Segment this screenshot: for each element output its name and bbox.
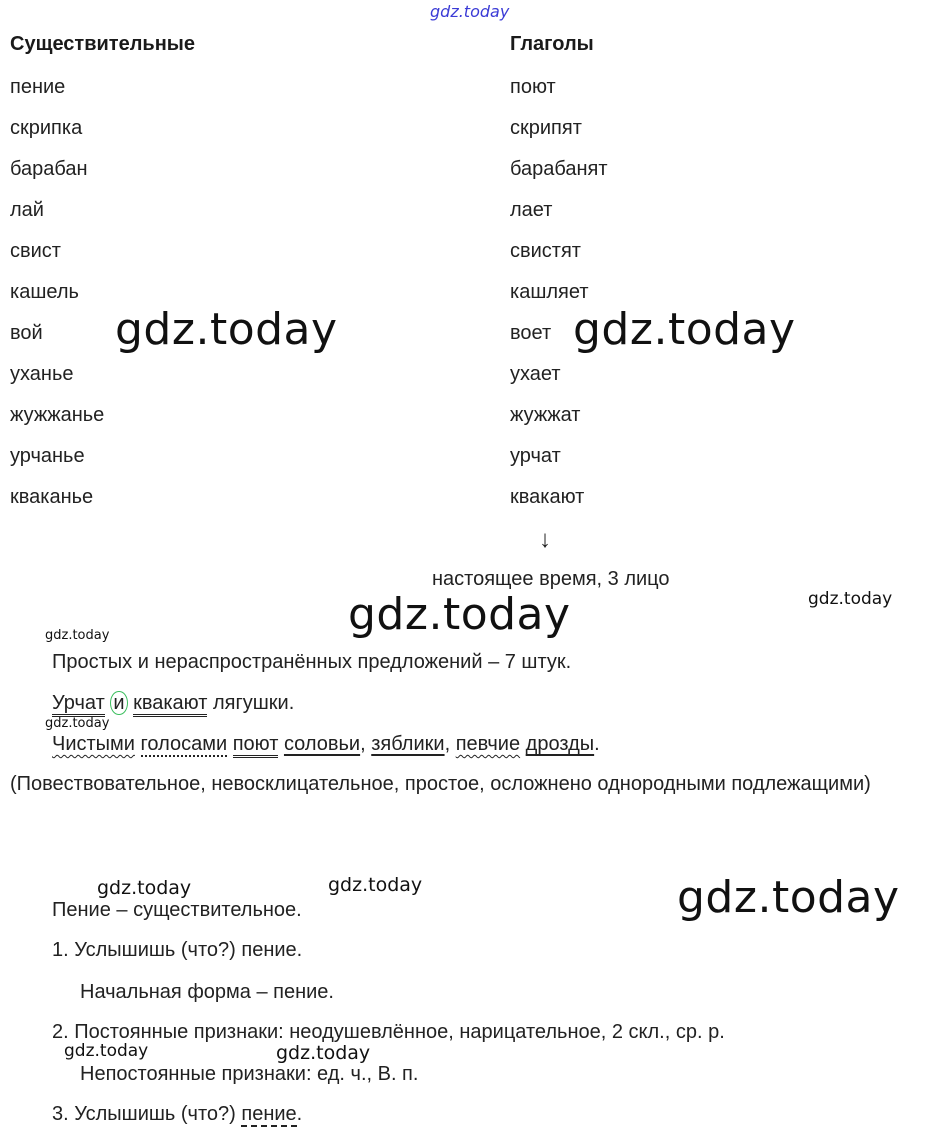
watermark-medium: gdz.today [328, 874, 423, 896]
object-word: голосами [140, 733, 228, 755]
watermark-small: gdz.today [45, 716, 110, 731]
watermark-top: gdz.today [430, 2, 510, 21]
watermark-large: gdz.today [115, 304, 338, 355]
watermark-medium: gdz.today [276, 1042, 371, 1064]
watermark-large: gdz.today [348, 589, 571, 640]
modifier-word: Чистыми [52, 733, 135, 755]
verb-item: урчат [510, 445, 561, 467]
verb-item: лает [510, 199, 553, 221]
verb-item: скрипят [510, 117, 582, 139]
morph-point-3 [52, 1102, 302, 1126]
sentence-analysis: (Повествовательное, невосклицательное, простое, осложнено однородными подлежащими) [10, 773, 871, 795]
noun-item: вой [10, 322, 43, 344]
sentence-1 [52, 691, 294, 715]
verb-item: свистят [510, 240, 581, 262]
punctuation: . [594, 733, 600, 755]
noun-item: кваканье [10, 486, 94, 508]
verb-item: барабанят [510, 158, 608, 180]
morph-point-1: 1. Услышишь (что?) пение. [52, 939, 303, 961]
watermark-medium: gdz.today [97, 877, 192, 899]
tense-note: настоящее время, 3 лицо [432, 568, 670, 590]
down-arrow-icon: ↓ [539, 526, 551, 553]
predicate-word: поют [233, 733, 279, 758]
noun-item: скрипка [10, 117, 83, 139]
simple-sentence-count: Простых и нераспространённых предложений – 7 штук. [52, 651, 572, 673]
noun-item: свист [10, 240, 61, 262]
noun-item: жужжанье [10, 404, 105, 426]
verbs-header: Глаголы [510, 33, 594, 55]
watermark-large: gdz.today [677, 872, 900, 923]
sentence-2 [52, 732, 600, 756]
watermark-large: gdz.today [573, 304, 796, 355]
punctuation: . [296, 1103, 303, 1125]
subject-word: зяблики [371, 733, 445, 755]
conjunction-word: и [110, 691, 127, 715]
morph-point-3-text: 3. Услышишь (что?) [52, 1103, 242, 1125]
watermark-medium: gdz.today [64, 1041, 149, 1061]
modifier-word: певчие [455, 733, 521, 755]
punctuation: , [360, 733, 366, 755]
verb-item: ухает [510, 363, 561, 385]
noun-item: барабан [10, 158, 88, 180]
noun-item: кашель [10, 281, 79, 303]
noun-item: лай [10, 199, 44, 221]
subject-word: соловьи [283, 733, 361, 755]
verb-item: воет [510, 322, 552, 344]
verb-item: жужжат [510, 404, 581, 426]
verb-item: поют [510, 76, 556, 98]
morph-title: Пение – существительное. [52, 899, 302, 921]
noun-item: урчанье [10, 445, 85, 467]
noun-item: пение [10, 76, 66, 98]
morph-point-2-sub: Непостоянные признаки: ед. ч., В. п. [80, 1063, 419, 1085]
subject-word: лягушки. [212, 692, 295, 714]
noun-item: уханье [10, 363, 74, 385]
morph-point-2: 2. Постоянные признаки: неодушевлённое, нарицательное, 2 скл., ср. р. [52, 1021, 725, 1043]
morph-point-1-sub: Начальная форма – пение. [80, 981, 334, 1003]
predicate-word: Урчат [52, 692, 105, 717]
verb-item: квакают [510, 486, 585, 508]
subject-word: дрозды [525, 733, 595, 755]
predicate-word: квакают [133, 692, 207, 717]
punctuation: , [444, 733, 451, 755]
verb-item: кашляет [510, 281, 589, 303]
watermark-small: gdz.today [45, 628, 110, 643]
watermark-medium: gdz.today [808, 589, 893, 609]
object-word: пение [241, 1103, 297, 1125]
nouns-header: Существительные [10, 33, 196, 55]
